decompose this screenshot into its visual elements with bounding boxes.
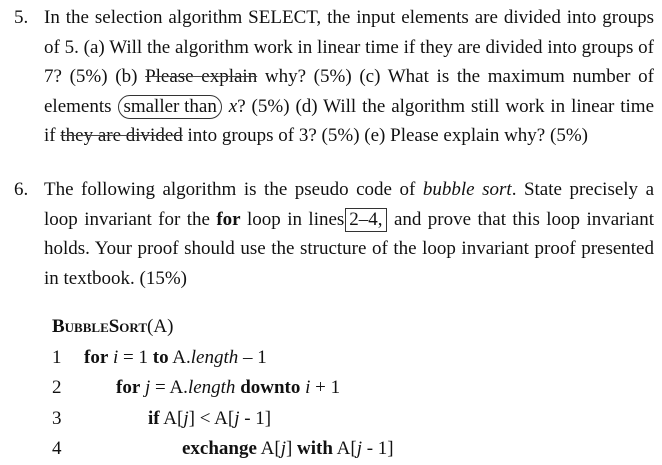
variable: x [228,95,238,117]
variable: j [280,438,286,459]
italic-term: bubble sort [422,179,512,200]
question-number: 5. [14,7,29,28]
code-segment: A[ [159,407,184,429]
text-segment: The following algorithm is the pseudo code of [44,179,423,200]
keyword: if [148,407,160,429]
code-segment: = 1 [118,346,153,368]
code-segment: A[ [332,438,357,459]
text-segment: In the selection algorithm SELECT, the input elements are divided into groups of 5. (a) Will the algorithm work in linear time if they are divided into groups of 7? (5%) (b) [44,7,654,87]
keyword: for [84,346,109,368]
code-segment: = A. [150,377,188,398]
variable: length [187,377,236,398]
code-text [116,373,340,404]
line-number: 2 [52,377,62,398]
struck-annotation: they are divided [60,125,183,146]
code-segment: ] [285,438,298,459]
variable: j [183,407,189,429]
question-number: 6. [14,179,29,200]
line-number: 3 [52,407,62,429]
code-text [182,434,394,465]
keyword: for [216,208,241,230]
variable: length [190,346,239,368]
keyword: exchange [182,438,257,459]
boxed-annotation: 2–4, [345,208,386,232]
question-text [44,175,654,293]
circled-annotation: smaller than [118,95,221,119]
struck-annotation: Please explain [145,66,258,87]
text-segment: . State precisely a loop invariant for the [44,179,654,230]
code-text [84,343,267,374]
code-segment: - 1] [361,438,394,459]
text-segment: and prove that this loop invariant holds. Your proof should use the structure of the loop invariant proof presented in textbook. (15%) [44,208,654,289]
pseudocode-title [52,312,173,343]
pseudocode-block [52,312,394,465]
text-segment: loop in lines [240,208,345,230]
code-segment: + 1 [310,377,341,398]
code-line-1 [52,343,267,374]
text-segment: ? (5%) (d) Will the algorithm still work in linear time if [44,95,655,146]
variable: j [145,377,151,398]
text-segment: into groups of 3? (5%) (e) Please explain why? (5%) [182,125,588,146]
variable: i [113,346,119,368]
keyword: downto [235,377,301,398]
code-segment: – 1 [238,346,267,368]
variable: j [356,438,362,459]
text-segment: why? (5%) (c) What is the maximum number of elements [44,66,654,117]
question-6 [14,175,654,293]
code-text [148,404,271,435]
procedure-args: (A) [147,316,174,337]
line-number: 4 [52,438,62,459]
code-segment: A. [168,346,191,368]
code-line-2 [52,373,341,404]
question-5 [14,3,654,151]
keyword: for [116,377,141,398]
code-line-3 [52,404,272,435]
question-text [44,3,654,151]
code-segment: - 1] [239,407,272,429]
keyword: with [297,438,333,459]
line-number: 1 [52,346,62,368]
code-line-4 [52,434,394,465]
procedure-name: BubbleSort [52,316,148,337]
code-segment: A[ [256,438,281,459]
variable: i [305,377,311,398]
keyword: to [152,346,169,368]
code-segment: ] < A[ [188,407,235,429]
variable: j [234,407,240,429]
